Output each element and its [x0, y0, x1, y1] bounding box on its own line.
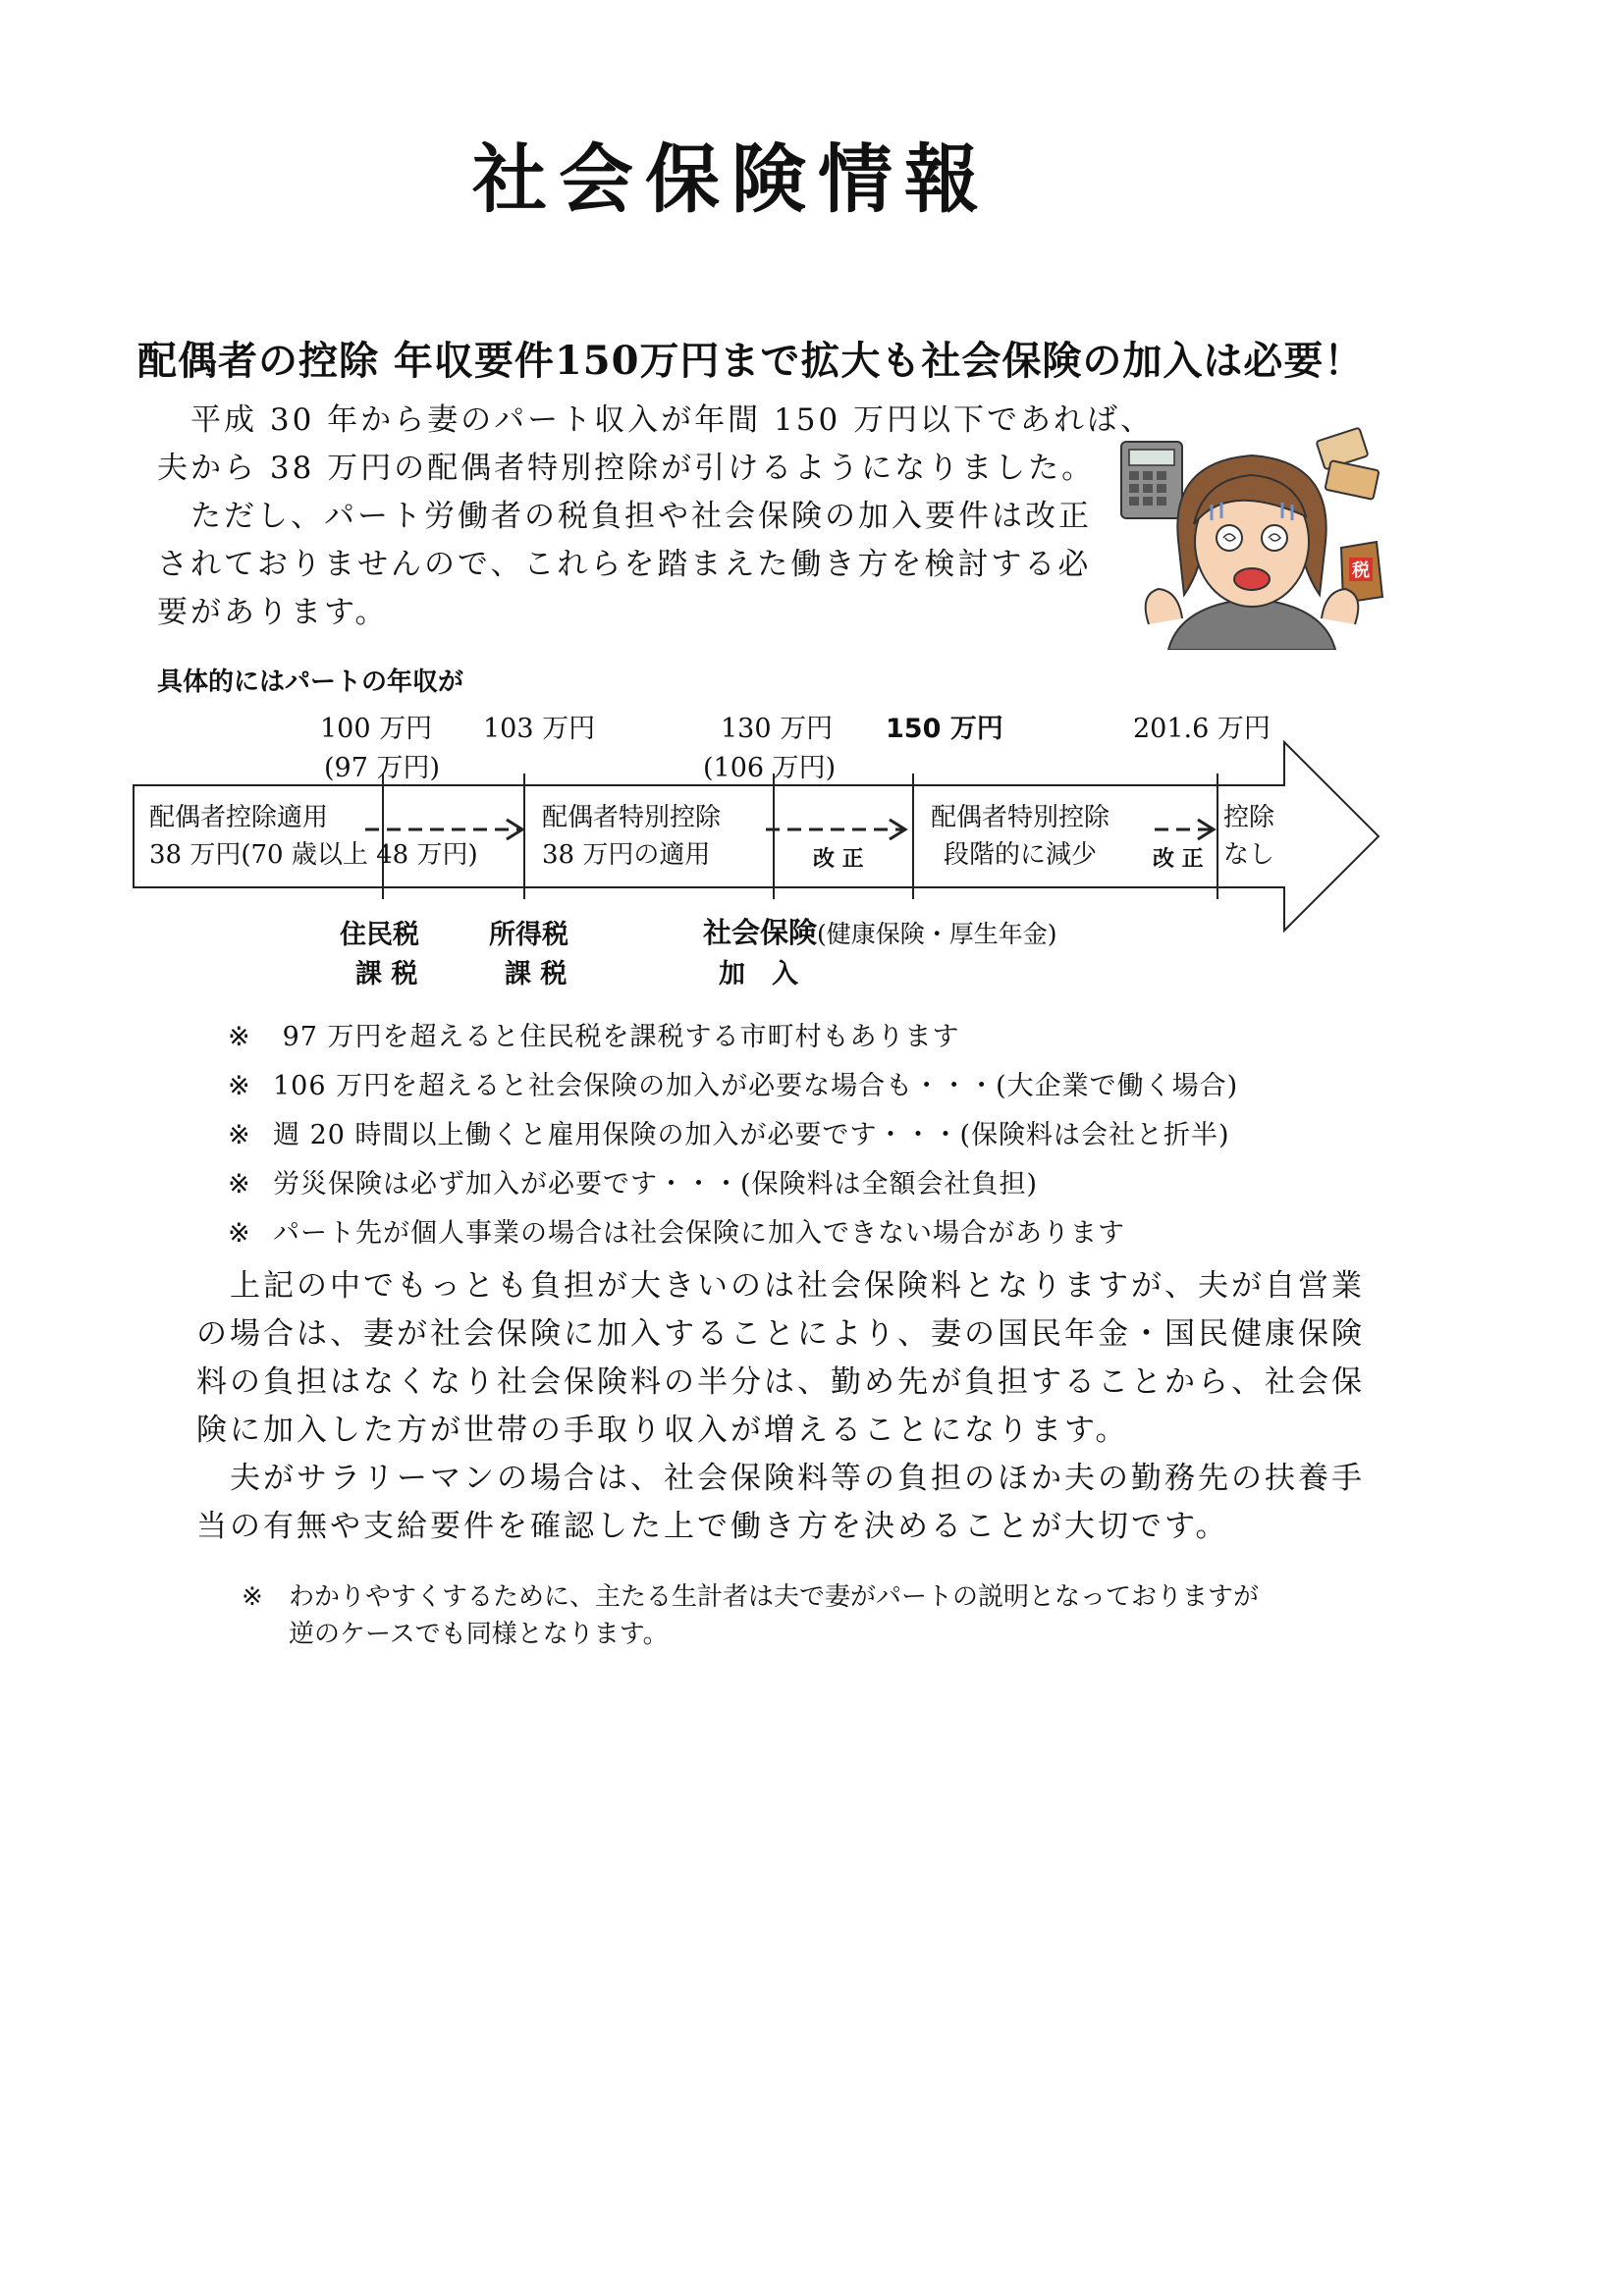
note-item [228, 1015, 960, 1053]
diagram-intro-label: 具体的にはパートの年収が [157, 667, 464, 697]
intro-line: されておりませんので、これらを踏まえた働き方を検討する必 [157, 547, 1092, 582]
segment-line: 配偶者控除適用 [149, 803, 329, 832]
note-mark: ※ [228, 1120, 251, 1150]
note-item [228, 1113, 1230, 1151]
social-insurance-sub: 加 入 [719, 959, 798, 989]
body-line: 上記の中でもっとも負担が大きいのは社会保険料となりますが、夫が自営業 [196, 1268, 1365, 1304]
resident-tax-label: 住民税 [340, 920, 419, 950]
segment-spouse-deduction [149, 799, 478, 874]
segment-line: なし [1223, 840, 1275, 870]
note-text: 97 万円を超えると住民税を課税する市町村もあります [273, 1022, 960, 1052]
segment-line: 段階的に減少 [944, 840, 1098, 870]
note-text: 労災保険は必ず加入が必要です・・・(保険料は全額会社負担) [273, 1169, 1039, 1200]
body-line: 当の有無や支給要件を確認した上で働き方を決めることが大切です。 [196, 1509, 1229, 1544]
body-line: 険に加入した方が世帯の手取り収入が増えることになります。 [196, 1413, 1129, 1448]
footnote-line: わかりやすくするために、主たる生計者は夫で妻がパートの説明となっておりますが [289, 1582, 1260, 1612]
segment-no-deduction [1223, 799, 1274, 874]
body-line: 夫がサラリーマンの場合は、社会保険料等の負担のほか夫の勤務先の扶養手 [196, 1461, 1365, 1496]
segment-special-deduction [542, 799, 721, 874]
threshold-sub: (106 万円) [703, 753, 837, 783]
note-item [228, 1064, 1238, 1102]
revision-label: 改 正 [813, 847, 864, 872]
social-insurance-label [703, 911, 1057, 951]
income-tax-label: 所得税 [489, 920, 568, 950]
intro-line: ただし、パート労働者の税負担や社会保険の加入要件は改正 [157, 499, 1092, 534]
segment-special-deduction-decrease [931, 799, 1109, 874]
note-mark: ※ [228, 1022, 251, 1052]
resident-tax-sub: 課 税 [355, 959, 418, 989]
income-threshold-diagram [128, 697, 1394, 1001]
tax-label: 税 [1352, 561, 1370, 581]
note-mark: ※ [228, 1218, 251, 1249]
threshold-amount: 130 万円 [721, 714, 834, 744]
intro-paragraph [157, 397, 1155, 637]
calculator-icon [1121, 442, 1182, 518]
segment-line: 配偶者特別控除 [931, 803, 1110, 832]
note-item [228, 1211, 1125, 1250]
threshold-amount: 201.6 万円 [1133, 714, 1271, 744]
body-paragraph [196, 1262, 1365, 1551]
note-text: 106 万円を超えると社会保険の加入が必要な場合も・・・(大企業で働く場合) [273, 1071, 1239, 1101]
social-insurance-title: 社会保険 [703, 916, 818, 949]
page-title: 社会保険情報 [472, 135, 991, 223]
segment-line: 38 万円の適用 [542, 840, 711, 870]
note-mark: ※ [228, 1071, 251, 1101]
note-item [228, 1162, 1038, 1201]
threshold-amount: 103 万円 [483, 714, 596, 744]
bills-icon [1316, 428, 1379, 500]
threshold-amount: 150 万円 [886, 714, 1003, 744]
footnote-line: 逆のケースでも同様となります。 [289, 1620, 669, 1649]
segment-line: 控除 [1223, 803, 1275, 832]
footnote-mark: ※ [242, 1582, 263, 1612]
worried-woman-illustration [1109, 422, 1394, 650]
income-tax-sub: 課 税 [505, 959, 568, 989]
segment-line: 38 万円(70 歳以上 48 万円) [149, 840, 478, 870]
body-line: 料の負担はなくなり社会保険料の半分は、勤め先が負担することから、社会保 [196, 1364, 1365, 1400]
note-text: 週 20 時間以上働くと雇用保険の加入が必要です・・・(保険料は会社と折半) [273, 1120, 1230, 1150]
article-headline: 配偶者の控除 年収要件150万円まで拡大も社会保険の加入は必要！ [137, 338, 1365, 384]
intro-line: 夫から 38 万円の配偶者特別控除が引けるようになりました。 [157, 451, 1096, 486]
threshold-amount: 100 万円 [320, 714, 433, 744]
revision-label: 改 正 [1153, 847, 1204, 872]
note-text: パート先が個人事業の場合は社会保険に加入できない場合があります [273, 1218, 1125, 1249]
intro-line: 平成 30 年から妻のパート収入が年間 150 万円以下であれば、 [157, 402, 1155, 438]
threshold-sub: (97 万円) [324, 753, 441, 783]
intro-line: 要があります。 [157, 595, 389, 630]
note-mark: ※ [228, 1169, 251, 1200]
body-line: の場合は、妻が社会保険に加入することにより、妻の国民年金・国民健康保険 [196, 1316, 1365, 1352]
social-insurance-note: (健康保険・厚生年金) [817, 920, 1057, 948]
segment-line: 配偶者特別控除 [542, 803, 722, 832]
footnote [242, 1578, 1259, 1653]
